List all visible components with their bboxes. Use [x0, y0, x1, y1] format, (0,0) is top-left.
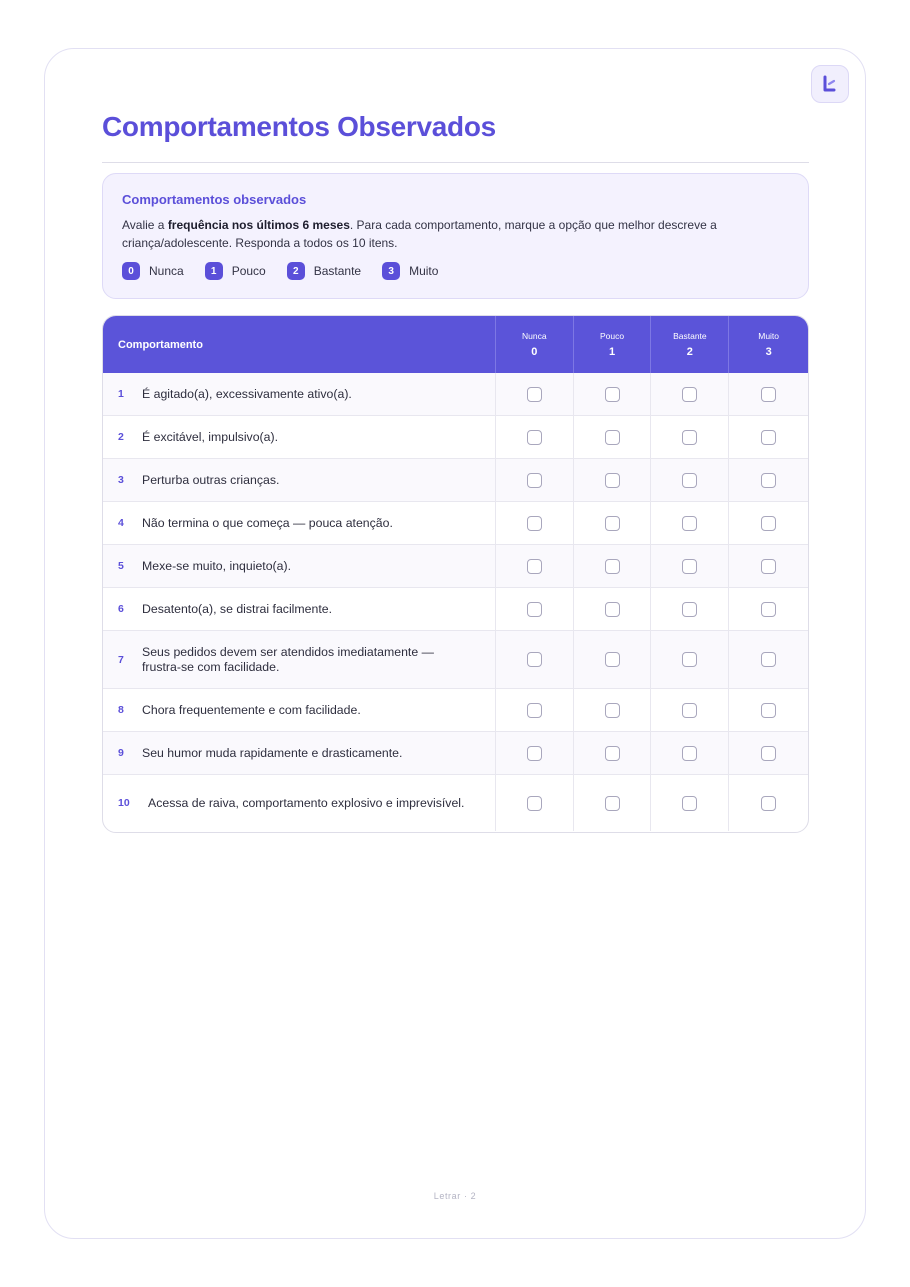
option-cell-nunca [496, 689, 574, 731]
checkbox-pouco[interactable] [605, 387, 620, 402]
legend-chip: 2 [287, 262, 305, 280]
option-cell-nunca [496, 775, 574, 831]
checkbox-muito[interactable] [761, 516, 776, 531]
option-cell-nunca [496, 732, 574, 774]
checkbox-pouco[interactable] [605, 559, 620, 574]
checkbox-nunca[interactable] [527, 796, 542, 811]
instructions-box [102, 173, 809, 299]
row-number: 8 [118, 704, 124, 716]
behavior-text: Acessa de raiva, comportamento explosivo e imprevisível. [148, 795, 465, 810]
checkbox-pouco[interactable] [605, 430, 620, 445]
header-col-value: 0 [531, 346, 538, 358]
checkbox-bastante[interactable] [682, 516, 697, 531]
table-row [103, 415, 808, 458]
option-cell-muito [729, 775, 808, 831]
legend-chip: 1 [205, 262, 223, 280]
option-cell-pouco [574, 775, 652, 831]
option-cell-pouco [574, 689, 652, 731]
instructions-title: Comportamentos observados [122, 192, 307, 207]
letrar-logo-icon [811, 65, 849, 103]
row-number: 1 [118, 388, 124, 400]
row-number: 3 [118, 474, 124, 486]
checkbox-pouco[interactable] [605, 746, 620, 761]
checkbox-pouco[interactable] [605, 796, 620, 811]
option-cell-muito [729, 631, 808, 688]
row-number: 9 [118, 747, 124, 759]
behavior-text: É agitado(a), excessivamente ativo(a). [142, 386, 352, 401]
checkbox-pouco[interactable] [605, 652, 620, 667]
option-cell-pouco [574, 502, 652, 544]
row-number: 5 [118, 560, 124, 572]
checkbox-nunca[interactable] [527, 652, 542, 667]
behavior-text: Não termina o que começa — pouca atenção. [142, 515, 393, 530]
header-col-label: Nunca [522, 331, 547, 341]
checkbox-muito[interactable] [761, 796, 776, 811]
behavior-table [102, 315, 809, 833]
table-row [103, 630, 808, 688]
option-cell-muito [729, 732, 808, 774]
table-row [103, 373, 808, 415]
option-cell-nunca [496, 373, 574, 415]
legend-item-bastante [287, 262, 361, 280]
checkbox-muito[interactable] [761, 652, 776, 667]
table-row [103, 587, 808, 630]
legend-label: Nunca [149, 264, 184, 278]
option-cell-pouco [574, 631, 652, 688]
behavior-text: Seu humor muda rapidamente e drasticamente. [142, 745, 403, 760]
option-cell-nunca [496, 459, 574, 501]
table-row [103, 544, 808, 587]
checkbox-bastante[interactable] [682, 703, 697, 718]
header-col-muito [729, 316, 808, 373]
behavior-cell [103, 588, 496, 630]
checkbox-nunca[interactable] [527, 387, 542, 402]
checkbox-pouco[interactable] [605, 703, 620, 718]
behavior-cell [103, 689, 496, 731]
checkbox-nunca[interactable] [527, 703, 542, 718]
checkbox-muito[interactable] [761, 387, 776, 402]
header-col-label: Muito [758, 331, 780, 341]
checkbox-bastante[interactable] [682, 387, 697, 402]
table-row [103, 458, 808, 501]
legend-item-pouco [205, 262, 266, 280]
legend-item-nunca [122, 262, 184, 280]
checkbox-muito[interactable] [761, 746, 776, 761]
row-number: 4 [118, 517, 124, 529]
checkbox-nunca[interactable] [527, 559, 542, 574]
behavior-text: Seus pedidos devem ser atendidos imediatamente — frustra-se com facilidade. [142, 644, 434, 674]
header-col-label: Pouco [600, 331, 625, 341]
behavior-cell [103, 502, 496, 544]
checkbox-bastante[interactable] [682, 602, 697, 617]
checkbox-muito[interactable] [761, 602, 776, 617]
behavior-cell [103, 732, 496, 774]
option-cell-nunca [496, 416, 574, 458]
checkbox-bastante[interactable] [682, 652, 697, 667]
checkbox-muito[interactable] [761, 559, 776, 574]
instructions-text-start: Avalie a [122, 218, 168, 232]
legend-item-muito [382, 262, 438, 280]
legend-chip: 3 [382, 262, 400, 280]
instructions-text [122, 216, 792, 252]
header-col-nunca [496, 316, 574, 373]
checkbox-bastante[interactable] [682, 430, 697, 445]
checkbox-nunca[interactable] [527, 473, 542, 488]
option-cell-nunca [496, 631, 574, 688]
scale-legend [122, 262, 789, 280]
option-cell-pouco [574, 545, 652, 587]
checkbox-bastante[interactable] [682, 473, 697, 488]
row-number: 7 [118, 653, 124, 666]
behavior-text: É excitável, impulsivo(a). [142, 429, 278, 444]
behavior-text: Mexe-se muito, inquieto(a). [142, 558, 291, 573]
legend-label: Bastante [313, 264, 362, 278]
option-cell-pouco [574, 416, 652, 458]
checkbox-nunca[interactable] [527, 602, 542, 617]
behavior-text: Desatento(a), se distrai facilmente. [142, 601, 333, 616]
option-cell-bastante [651, 588, 729, 630]
header-col-pouco [574, 316, 652, 373]
behavior-cell [103, 545, 496, 587]
legend-label: Pouco [231, 264, 266, 278]
checkbox-muito[interactable] [761, 430, 776, 445]
behavior-cell [103, 631, 496, 688]
option-cell-muito [729, 416, 808, 458]
option-cell-pouco [574, 588, 652, 630]
option-cell-bastante [651, 689, 729, 731]
behavior-cell [103, 775, 496, 831]
checkbox-bastante[interactable] [682, 559, 697, 574]
option-cell-nunca [496, 588, 574, 630]
option-cell-muito [729, 588, 808, 630]
checkbox-nunca[interactable] [527, 516, 542, 531]
option-cell-nunca [496, 502, 574, 544]
legend-chip: 0 [122, 262, 140, 280]
table-row [103, 774, 808, 831]
option-cell-bastante [651, 775, 729, 831]
behavior-cell [103, 416, 496, 458]
checkbox-nunca[interactable] [527, 430, 542, 445]
legend-label: Muito [409, 264, 439, 278]
table-row [103, 501, 808, 544]
row-number: 2 [118, 431, 124, 443]
header-col-value: 3 [765, 346, 772, 358]
behavior-text: Chora frequentemente e com facilidade. [142, 702, 361, 717]
header-col-bastante [651, 316, 729, 373]
option-cell-bastante [651, 545, 729, 587]
instructions-text-emphasis: frequência nos últimos 6 meses [167, 218, 350, 232]
checkbox-muito[interactable] [761, 703, 776, 718]
page-footer: Letrar · 2 [433, 1191, 477, 1201]
checkbox-bastante[interactable] [682, 746, 697, 761]
page-title: Comportamentos Observados [102, 111, 496, 142]
row-number: 10 [118, 797, 130, 809]
checkbox-muito[interactable] [761, 473, 776, 488]
page-card [44, 48, 866, 1239]
header-col-value: 2 [686, 346, 693, 358]
option-cell-muito [729, 502, 808, 544]
checkbox-bastante[interactable] [682, 796, 697, 811]
option-cell-pouco [574, 373, 652, 415]
checkbox-nunca[interactable] [527, 746, 542, 761]
behavior-cell [103, 459, 496, 501]
table-row [103, 731, 808, 774]
behavior-cell [103, 373, 496, 415]
option-cell-muito [729, 689, 808, 731]
header-col-label: Bastante [673, 331, 707, 341]
option-cell-bastante [651, 373, 729, 415]
header-behavior: Comportamento [103, 316, 496, 373]
instructions-text-end: . Para cada comportamento, marque a opção que melhor descreve a criança/adolescente. Responda a todos os 10 itens. [122, 218, 717, 250]
table-header [103, 316, 808, 373]
option-cell-bastante [651, 502, 729, 544]
checkbox-pouco[interactable] [605, 473, 620, 488]
row-number: 6 [118, 603, 124, 615]
checkbox-pouco[interactable] [605, 516, 620, 531]
option-cell-bastante [651, 416, 729, 458]
table-row [103, 688, 808, 731]
option-cell-pouco [574, 732, 652, 774]
option-cell-pouco [574, 459, 652, 501]
title-divider [102, 162, 809, 163]
header-col-value: 1 [609, 346, 616, 358]
option-cell-muito [729, 459, 808, 501]
option-cell-nunca [496, 545, 574, 587]
behavior-text: Perturba outras crianças. [142, 472, 280, 487]
option-cell-muito [729, 545, 808, 587]
checkbox-pouco[interactable] [605, 602, 620, 617]
table-body [103, 373, 808, 831]
option-cell-muito [729, 373, 808, 415]
option-cell-bastante [651, 631, 729, 688]
option-cell-bastante [651, 459, 729, 501]
option-cell-bastante [651, 732, 729, 774]
